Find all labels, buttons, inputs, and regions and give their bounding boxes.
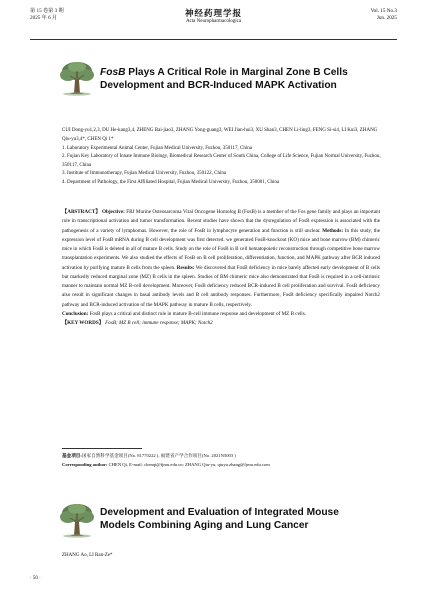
header-volume-cn: 第 15 卷第 3 期 bbox=[30, 8, 64, 14]
abstract-label: 【ABSTRACT】 bbox=[62, 209, 101, 215]
page-number: · 50 · bbox=[30, 576, 41, 581]
article2-title-line1: Development and Evaluation of Integrated Mouse bbox=[100, 507, 339, 518]
title-gene-name: FosB bbox=[100, 67, 126, 78]
corresponding-label: Corresponding author: bbox=[62, 462, 108, 467]
methods-text: In this study, the expression level of FosB mRNA during B cell development was first detected. we generated FosB-knockout (KO) mice and bone marrow (BM) chimeric mice in which FosB is deleted in all of mature B cells. Study on the role of FosB in B cell hematopoietic reconstruction through competitive bone marrow transplantation experiments. We also studied the effects of FosB on B cell proliferation, differentiation, function, and MAPK pathway after BCR induced activation by purifying mature B cells from the spleen. bbox=[62, 227, 380, 271]
footnote-rule bbox=[62, 448, 142, 449]
funding-text: 国家自然科学基金项目(No. 81770222 ), 福建省产学合作项目(No. 2021N5003 ) bbox=[81, 453, 236, 458]
results-text: We discovered that FosB deficiency in mice barely affected early development of B cells but markedly reduced marginal zone (MZ) B cells in the spleen. Studies of BM chimeric mice also demonstrated that FosB is required in a cell-intrinsic manner to maintain normal MZ B-cell development. Moreover, FosB deficiency reduced BCR-induced B cell proliferation and survival. FosB deficiency also result in significant changes in basal antibody levels and B cell antibody responses. Furthermore, FosB deficiency specifically impaired Notch2 pathway and BCR-induced activation of the MAPK pathway in mature B cells, respectively. bbox=[62, 264, 380, 308]
journal-name-cn: 神经药理学报 bbox=[184, 8, 242, 18]
corresponding-text: CHEN Qi, E-mail: chenqi@fjmu.edu.cn; ZHANG Qiu-yu, qiuyu.zhang@fjmu.edu.com bbox=[107, 462, 270, 467]
header-date-en: Jun. 2025 bbox=[376, 15, 397, 21]
article-title bbox=[100, 67, 390, 92]
affiliation-item: 2. Fujian Key Laboratory of Innate Immune Biology, Biomedical Research Center of South China, College of Life Science, Fujian Normal University, Fuzhou, 350117, China bbox=[62, 154, 381, 168]
funding-note bbox=[62, 452, 382, 459]
article2-authors: ZHANG Ao, LI Ran-Ze* bbox=[62, 553, 113, 558]
keywords-text: FosB; MZ B cell; immune response; MAPK; Notch2 bbox=[103, 320, 213, 326]
affiliation-item: 1. Laboratory Experimental Animal Center, Fujian Medical University, Fuzhou, 350117, China bbox=[62, 146, 252, 151]
conclusion-label: Conclusion: bbox=[62, 310, 89, 317]
header-journal bbox=[30, 8, 397, 25]
methods-label: Methods: bbox=[320, 227, 344, 234]
objective-text: FBJ Murine Osteosarcoma Viral Oncogene Homolog B (FosB) is a member of the Fos gene family and plays an important role in transcriptional activation and tumor transformation. Recent studies have shown that the dysregulation of FosB expression is associated with the pathogenesis of a variety of lymphomas. However, the role of FosB in lymphocyte generation and function is still unclear. bbox=[62, 209, 381, 234]
funding-label: 基金项目: bbox=[62, 453, 82, 458]
article2-title-line2: Models Combining Aging and Lung Cancer bbox=[100, 519, 309, 531]
affiliation-list bbox=[62, 145, 382, 187]
conclusion-text: FosB plays a critical and distinct role in mature B-cell immune response and development of MZ B cells. bbox=[88, 310, 306, 317]
tree-logo-icon bbox=[58, 502, 96, 538]
header-volume-en: Vol. 15 No.3 bbox=[370, 8, 397, 14]
corresponding-author-note bbox=[62, 461, 382, 468]
objective-label: Objective: bbox=[101, 209, 125, 215]
journal-name-en: Acta Neuropharmacologica bbox=[185, 19, 242, 24]
title-line1-rest: Plays A Critical Role in Marginal Zone B Cells bbox=[125, 67, 348, 78]
article2-title bbox=[100, 507, 390, 532]
affiliation-item: 4. Department of Pathology, the First Affiliated Hospital, Fujian Medical University, Fuzhou, 350001, China bbox=[62, 179, 280, 185]
header-volume-info bbox=[371, 8, 397, 22]
tree-logo-icon bbox=[58, 60, 96, 96]
affiliation-item: 3. Institute of Immunotherapy, Fujian Medical University, Fuzhou, 350122, China bbox=[62, 171, 227, 177]
keywords-label: 【KEY WORDS】 bbox=[62, 320, 104, 326]
results-label: Results: bbox=[175, 264, 195, 271]
header-rule bbox=[30, 39, 397, 40]
running-header bbox=[30, 8, 397, 34]
author-list bbox=[62, 127, 382, 144]
authors-text: CUI Dong-yu1,2,3, DU He-kang3,4, ZHENG Bai-jiao3, ZHANG Yong-guang3, WEI Jian-hui3, XU Shan3, CHEN Li-ling3, FENG Si-si4, LI Kui3, ZHANG Qiu-yu3,4*, CHEN Qi 1* bbox=[62, 128, 378, 142]
article-title-line1 bbox=[100, 67, 390, 80]
article-title-line2: Development and BCR-Induced MAPK Activation bbox=[100, 79, 337, 91]
header-date-cn: 2025 年 6 月 bbox=[30, 15, 58, 21]
abstract bbox=[62, 208, 380, 328]
